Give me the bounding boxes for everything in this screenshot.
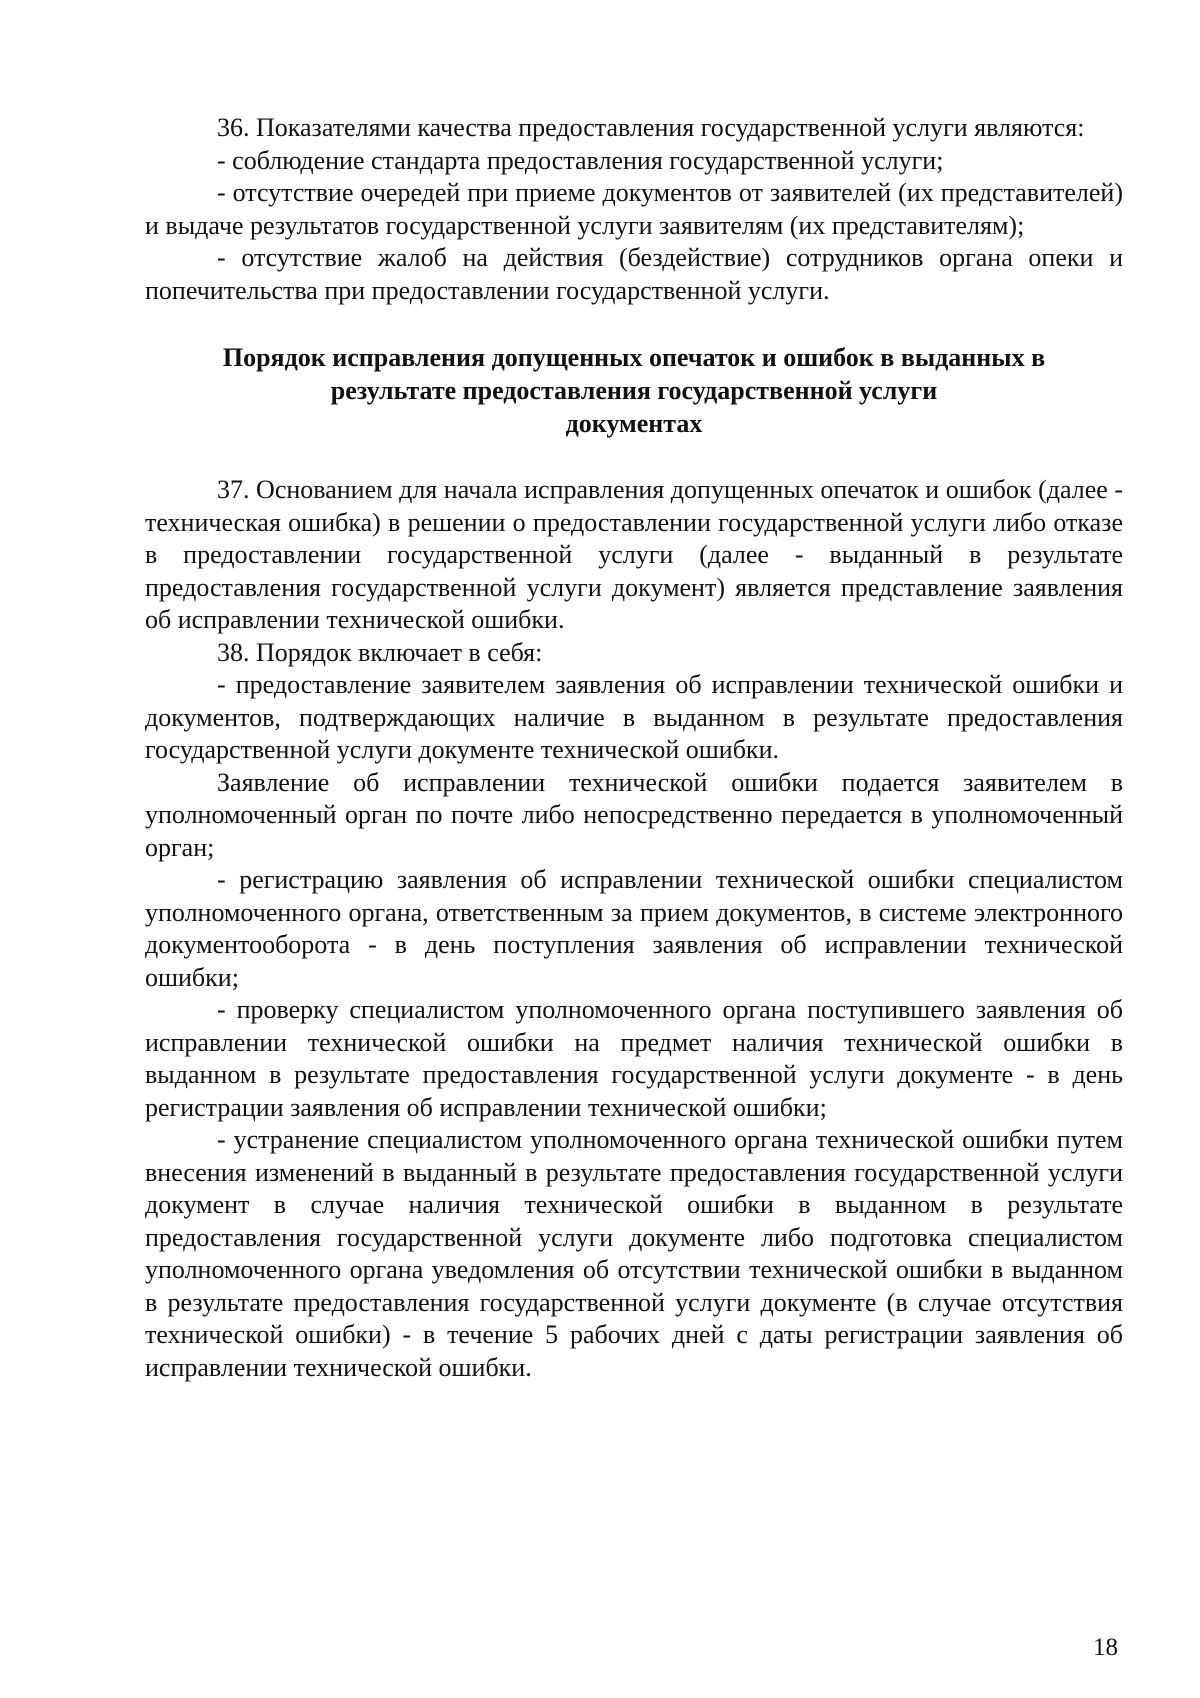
paragraph-standard-compliance: - соблюдение стандарта предоставления государственной услуги; xyxy=(217,145,944,175)
document-page xyxy=(145,112,1123,1384)
paragraph-no-queues: - отсутствие очередей при приеме документов от заявителей (их представителей) и выдаче результатов государственной услуги заявителям (их представителям); xyxy=(145,178,1123,240)
paragraph-correction: - устранение специалистом уполномоченного органа технической ошибки путем внесения изменений в выданный в результате предоставления государственной услуги документ в случае наличия технической ошибки в выданном в результате предоставления государственной услуги документе либо подготовка специалистом уполномоченного органа уведомления об отсутствии технической ошибки в выданном в результате предоставления государственной услуги документе (в случае отсутствия технической ошибки) - в течение 5 рабочих дней с даты регистрации заявления об исправлении технической ошибки. xyxy=(145,1125,1123,1382)
paragraph-36: 36. Показателями качества предоставления государственной услуги являются: xyxy=(217,113,1085,142)
paragraph-registration: - регистрацию заявления об исправлении технической ошибки специалистом уполномоченного органа, ответственным за прием документов, в системе электронного документооборота - в день поступления заявления об исправлении технической ошибки; xyxy=(145,865,1123,992)
page-number: 18 xyxy=(1093,1634,1118,1661)
section-heading-line-1: Порядок исправления допущенных опечаток и ошибок в выданных в xyxy=(222,343,1046,372)
paragraph-no-complaints: - отсутствие жалоб на действия (бездействие) сотрудников органа опеки и попечительства при предоставлении государственной услуги. xyxy=(145,243,1123,305)
section-heading-line-3: документах xyxy=(565,409,703,438)
paragraph-application-delivery: Заявление об исправлении технической ошибки подается заявителем в уполномоченный орган по почте либо непосредственно передается в уполномоченный орган; xyxy=(145,767,1123,862)
paragraph-38: 38. Порядок включает в себя: xyxy=(217,637,543,667)
section-heading-line-2: результате предоставления государственной услуги xyxy=(330,376,938,405)
paragraph-application-submission: - предоставление заявителем заявления об исправлении технической ошибки и документов, подтверждающих наличие в выданном в результате предоставления государственной услуги документе технической ошибки. xyxy=(145,670,1123,764)
paragraph-37: 37. Основанием для начала исправления допущенных опечаток и ошибок (далее - техническая ошибка) в решении о предоставлении государственной услуги либо отказе в предоставлении государственной услуги (далее - выданный в результате предоставления государственной услуги документ) является представление заявления об исправлении технической ошибки. xyxy=(145,475,1123,634)
section-heading xyxy=(145,341,1123,440)
paragraph-verification: - проверку специалистом уполномоченного органа поступившего заявления об исправлении технической ошибки на предмет наличия технической ошибки в выданном в результате предоставления государственной услуги документе - в день регистрации заявления об исправлении технической ошибки; xyxy=(145,995,1123,1122)
